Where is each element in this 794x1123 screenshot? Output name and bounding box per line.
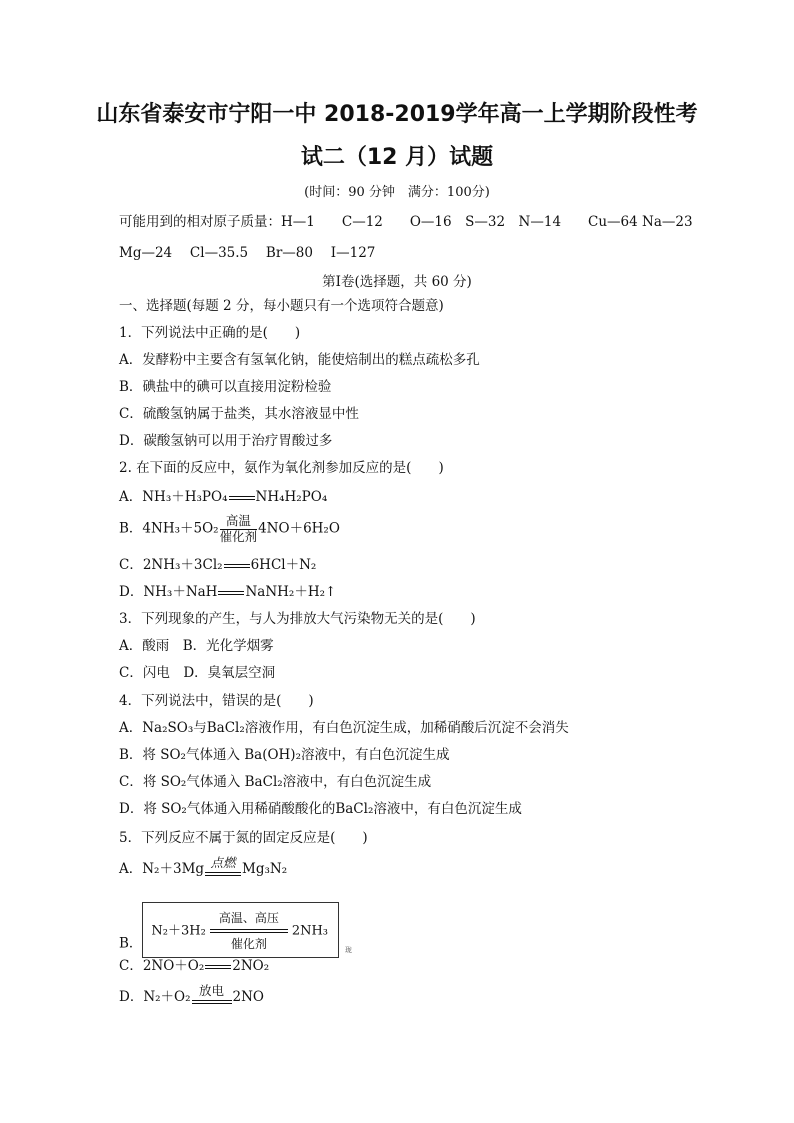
section-title: 第Ⅰ卷(选择题，共 60 分) (322, 274, 472, 290)
reaction-condition (192, 984, 232, 1004)
q5-option-c (119, 957, 269, 975)
q5-option-b (119, 902, 352, 959)
equals-sign (224, 563, 250, 569)
reaction-condition (205, 856, 241, 876)
q2-d-reactants: D．NH₃＋NaH (119, 584, 218, 600)
q4-option-a: A．Na₂SO₃与BaCl₂溶液作用，有白色沉淀生成，加稀硝酸后沉淀不会消失 (119, 720, 569, 736)
q5-option-d (119, 984, 264, 1006)
q2-b-condition-bottom: 催化剂 (219, 529, 258, 544)
q5-a-condition-top: 点燃 (210, 855, 236, 870)
section-instructions: 一、选择题(每题 2 分，每小题只有一个选项符合题意) (119, 298, 444, 314)
q2-d-products: NaNH₂＋H₂↑ (245, 584, 337, 600)
q5-a-products: Mg₃N₂ (242, 861, 288, 877)
q5-d-products: 2NO (232, 989, 265, 1005)
atomic-masses-line1: 可能用到的相对原子质量：H—1 C—12 O—16 S—32 N—14 Cu—64 Na—23 (119, 214, 693, 230)
q2-c-reactants: C．2NH₃＋3Cl₂ (119, 557, 223, 573)
q5-stem: 5．下列反应不属于氮的固定反应是( ) (119, 830, 368, 846)
equals-sign (205, 964, 231, 970)
q1-option-c: C．硫酸氢钠属于盐类，其水溶液显中性 (119, 406, 359, 422)
reversible-arrow (210, 909, 288, 953)
q5-b-reactants: N₂＋3H₂ (151, 923, 206, 939)
reaction-condition (220, 514, 258, 544)
q1-option-a: A．发酵粉中主要含有氢氧化钠，能使焙制出的糕点疏松多孔 (119, 352, 480, 368)
q4-stem: 4．下列说法中，错误的是( ) (119, 693, 314, 709)
q2-option-c (119, 556, 316, 574)
q2-a-reactants: A．NH₃＋H₃PO₄ (119, 489, 228, 505)
q5-b-equation-box (142, 902, 339, 958)
q2-b-reactants: B．4NH₃＋5O₂ (119, 520, 219, 537)
q2-option-d (119, 583, 336, 601)
q4-option-b: B．将 SO₂气体通入 Ba(OH)₂溶液中，有白色沉淀生成 (119, 747, 450, 763)
q5-option-a (119, 856, 287, 878)
q2-c-products: 6HCl＋N₂ (250, 557, 317, 573)
q1-option-b: B．碘盐中的碘可以直接用淀粉检验 (119, 379, 332, 395)
q5-b-label: B． (119, 935, 143, 952)
q3-options-ab: A．酸雨 B．光化学烟雾 (119, 638, 274, 654)
q2-option-b (119, 514, 340, 544)
q2-b-products: 4NO＋6H₂O (258, 520, 340, 537)
equals-sign (229, 495, 255, 501)
q3-stem: 3．下列现象的产生，与人为排放大气污染物无关的是( ) (119, 611, 476, 627)
q5-c-products: 2NO₂ (232, 958, 270, 974)
q5-a-reactants: A．N₂＋3Mg (119, 861, 205, 877)
q5-d-reactants: D．N₂＋O₂ (119, 989, 191, 1005)
watermark-mark: 珑 (345, 945, 353, 954)
q5-b-condition-bottom: 催化剂 (230, 937, 267, 951)
q3-options-cd: C．闪电 D．臭氧层空洞 (119, 665, 276, 681)
q2-a-products: NH₄H₂PO₄ (255, 489, 328, 505)
exam-title-line2: 试二（12 月）试题 (300, 145, 494, 170)
atomic-masses-line2: Mg—24 Cl—35.5 Br—80 I—127 (119, 245, 376, 261)
q5-b-products: 2NH₃ (291, 923, 329, 939)
q5-d-condition-top: 放电 (199, 983, 225, 998)
exam-title-line1: 山东省泰安市宁阳一中 2018-2019学年高一上学期阶段性考 (96, 102, 698, 127)
q5-b-condition-top: 高温、高压 (218, 911, 279, 925)
q1-stem: 1．下列说法中正确的是( ) (119, 325, 301, 341)
q4-option-c: C．将 SO₂气体通入 BaCl₂溶液中，有白色沉淀生成 (119, 774, 432, 790)
q5-c-reactants: C．2NO＋O₂ (119, 958, 205, 974)
q2-option-a (119, 488, 327, 506)
q2-stem: 2. 在下面的反应中，氨作为氧化剂参加反应的是( ) (119, 460, 444, 476)
q1-option-d: D．碳酸氢钠可以用于治疗胃酸过多 (119, 433, 333, 449)
equals-sign (218, 590, 244, 596)
q4-option-d: D．将 SO₂气体通入用稀硝酸酸化的BaCl₂溶液中，有白色沉淀生成 (119, 801, 522, 817)
time-info: (时间：90 分钟 满分：100分) (304, 185, 490, 200)
q2-b-condition-top: 高温 (225, 513, 251, 528)
